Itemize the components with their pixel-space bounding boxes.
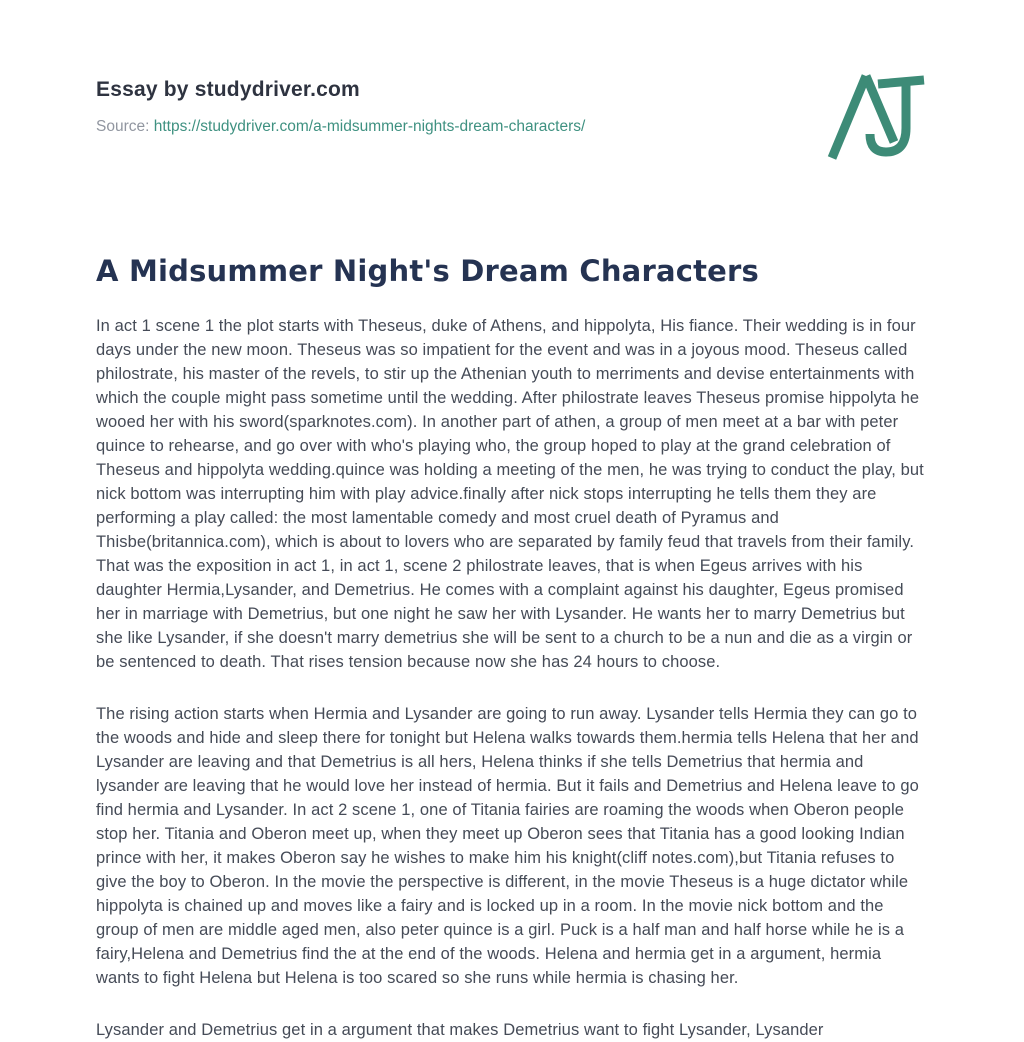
essay-paragraph-2: The rising action starts when Hermia and Lysander are going to run away. Lysander tells Hermia they can go to the woods and hide and sleep there for tonight but Helena walks towards them.hermia tells Helena that her and Lysander are leaving and that Demetrius is all hers, Helena thinks if she tells Demetrius that hermia and lysander are leaving that he would love her instead of hermia. But it fails and Demetrius and Helena leave to go find hermia and Lysander. In act 2 scene 1, one of Titania fairies are roaming the woods when Oberon people stop her. Titania and Oberon meet up, when they meet up Oberon sees that Titania has a good looking Indian prince with her, it makes Oberon say he wishes to make him his knight(cliff notes.com),but Titania refuses to give the boy to Oberon. In the movie the perspective is different, in the movie Theseus is a huge dictator while hippolyta is chained up and moves like a fairy and is locked up in a room. In the movie nick bottom and the group of men are middle aged men, also peter quince is a girl. Puck is a half man and half horse while he is a fairy,Helena and Demetrius find the at the end of the woods. Helena and hermia get in a argument, hermia wants to fight Helena but Helena is too scared so she runs while hermia is chasing her. bbox=[96, 705, 919, 987]
essay-body bbox=[96, 314, 928, 1042]
studydriver-logo-icon bbox=[824, 68, 928, 164]
essay-paragraph-3: Lysander and Demetrius get in a argument that makes Demetrius want to fight Lysander, Lysander bbox=[96, 1021, 824, 1039]
source-link[interactable]: https://studydriver.com/a-midsummer-nights-dream-characters/ bbox=[153, 118, 586, 135]
essay-paragraph-1: In act 1 scene 1 the plot starts with Theseus, duke of Athens, and hippolyta, His fiance. Their wedding is in four days under the new moon. Theseus was so impatient for the event and was in a joyous mood. Theseus called philostrate, his master of the revels, to stir up the Athenian youth to merriments and devise entertainments with which the couple might pass sometime until the wedding. After philostrate leaves Theseus promise hippolyta he wooed her with his sword(sparknotes.com). In another part of athen, a group of men meet at a bar with peter quince to rehearse, and go over with who's playing who, the group hoped to play at the grand celebration of Theseus and hippolyta wedding.quince was holding a meeting of the men, he was trying to conduct the play, but nick bottom was interrupting him with play advice.finally after nick stops interrupting he tells them they are performing a play called: the most lamentable comedy and most cruel death of Pyramus and Thisbe(britannica.com), which is about to lovers who are separated by family feud that travels from their family. That was the exposition in act 1, in act 1, scene 2 philostrate leaves, that is when Egeus arrives with his daughter Hermia,Lysander, and Demetrius. He comes with a complaint against his daughter, Egeus promised her in marriage with Demetrius, but one night he saw her with Lysander. He wants her to marry Demetrius but she like Lysander, if she doesn't marry demetrius she will be sent to a church to be a nun and die as a virgin or be sentenced to death. That rises tension because now she has 24 hours to choose. bbox=[96, 317, 924, 671]
source-line bbox=[96, 118, 928, 136]
source-label: Source: bbox=[96, 118, 150, 135]
essay-byline: Essay by studydriver.com bbox=[96, 78, 360, 101]
page-title: A Midsummer Night's Dream Characters bbox=[96, 254, 759, 288]
